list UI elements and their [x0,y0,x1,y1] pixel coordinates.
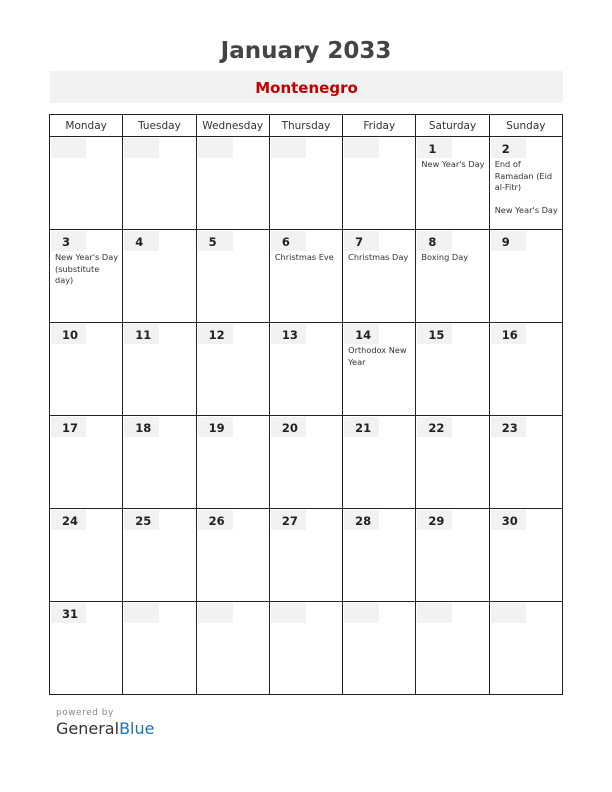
day-cell [416,509,489,602]
day-cell [123,323,196,416]
day-number: 23 [501,421,518,435]
day-number: 8 [428,235,437,249]
day-number-box [198,231,233,251]
day-number-box [51,603,86,623]
day-cell [196,230,269,323]
day-number-box [491,510,526,530]
day-number-box [491,603,526,623]
weekday-header: Thursday [269,115,342,137]
day-number: 9 [501,235,510,249]
weekday-header: Wednesday [196,115,269,137]
day-number-box [417,138,452,158]
day-number-box [491,417,526,437]
weekday-header-row [50,115,563,137]
footer [56,708,154,738]
day-number-box [124,603,159,623]
day-number: 1 [428,142,437,156]
day-cell [196,509,269,602]
day-cell [416,137,489,230]
day-cell [196,602,269,695]
holiday-list [495,159,559,216]
day-number-box [124,138,159,158]
day-cell [416,602,489,695]
brand-logo [56,719,154,738]
day-number-box [198,510,233,530]
day-number: 30 [501,514,518,528]
calendar-body [50,137,563,695]
day-cell [269,230,342,323]
day-number-box [491,324,526,344]
day-number-box [198,324,233,344]
day-number-box [417,417,452,437]
day-cell [489,323,562,416]
day-number-box [198,417,233,437]
day-number: 21 [355,421,372,435]
weekday-header: Friday [343,115,416,137]
page-title: January 2033 [220,38,392,64]
day-number-box [271,231,306,251]
week-row [50,416,563,509]
day-number-box [51,417,86,437]
day-cell [343,230,416,323]
day-cell [416,416,489,509]
day-cell [123,602,196,695]
day-cell [416,323,489,416]
weekday-header: Sunday [489,115,562,137]
day-number-box [198,603,233,623]
day-number-box [51,324,86,344]
day-cell [489,230,562,323]
day-number-box [344,324,379,344]
calendar-grid [49,114,563,695]
day-number-box [417,324,452,344]
day-number-box [344,138,379,158]
day-cell [343,509,416,602]
day-number: 25 [135,514,152,528]
day-cell [123,230,196,323]
day-number-box [344,417,379,437]
powered-by-text: powered by [56,708,114,718]
day-number-box [417,510,452,530]
weekday-header: Monday [50,115,123,137]
day-number-box [124,417,159,437]
day-number-box [271,417,306,437]
day-cell [489,509,562,602]
day-number: 12 [208,328,225,342]
day-number: 15 [428,328,445,342]
day-cell [50,416,123,509]
holiday-name: Boxing Day [421,252,469,262]
day-cell [343,416,416,509]
day-cell [269,323,342,416]
day-number-box [124,510,159,530]
day-number-box [271,510,306,530]
day-cell [196,416,269,509]
day-cell [343,602,416,695]
day-number: 27 [281,514,298,528]
day-number: 24 [62,514,79,528]
holiday-name: New Year's Day [494,204,558,215]
day-number-box [51,510,86,530]
day-number: 10 [62,328,79,342]
day-cell [123,137,196,230]
weekday-header: Tuesday [123,115,196,137]
holiday-name: Orthodox New Year [348,345,407,367]
holiday-list [275,252,339,264]
week-row [50,323,563,416]
day-cell [50,137,123,230]
day-number: 17 [62,421,79,435]
day-cell [343,323,416,416]
day-number: 31 [62,607,79,621]
holiday-name: Christmas Day [348,252,409,262]
weekday-header: Saturday [416,115,489,137]
day-number-box [271,324,306,344]
day-number-box [344,510,379,530]
brand-blue: Blue [119,719,155,738]
day-number-box [491,138,526,158]
day-cell [269,416,342,509]
day-cell [123,509,196,602]
holiday-list [421,159,485,171]
day-number-box [271,138,306,158]
day-cell [269,602,342,695]
day-number: 19 [208,421,225,435]
day-number: 29 [428,514,445,528]
day-cell [196,137,269,230]
brand-general: General [56,719,120,738]
holiday-list [55,252,119,287]
day-cell [489,416,562,509]
day-cell [269,137,342,230]
day-number: 20 [281,421,298,435]
week-row [50,137,563,230]
day-cell [489,602,562,695]
day-number: 13 [281,328,298,342]
day-number-box [344,231,379,251]
holiday-list [348,345,412,368]
day-number: 18 [135,421,152,435]
day-number-box [124,324,159,344]
day-number: 16 [501,328,518,342]
day-number: 22 [428,421,445,435]
day-number: 14 [355,328,372,342]
day-number-box [417,603,452,623]
day-number-box [344,603,379,623]
day-number: 2 [501,142,510,156]
week-row [50,602,563,695]
week-row [50,509,563,602]
day-number: 5 [208,235,217,249]
day-cell [489,137,562,230]
day-cell [50,602,123,695]
day-number: 7 [355,235,364,249]
country-band [50,71,563,103]
holiday-name: End of Ramadan (Eid al-Fitr) [494,159,553,192]
day-number-box [51,231,86,251]
day-cell [269,509,342,602]
holiday-list [421,252,485,264]
day-number: 3 [62,235,71,249]
day-number: 28 [355,514,372,528]
day-number-box [51,138,86,158]
day-cell [416,230,489,323]
day-cell [50,230,123,323]
holiday-name: New Year's Day [421,159,485,169]
day-number-box [124,231,159,251]
holiday-name: New Year's Day (substitute day) [55,252,119,285]
day-number-box [271,603,306,623]
day-cell [123,416,196,509]
day-number: 4 [135,235,144,249]
week-row [50,230,563,323]
day-cell [196,323,269,416]
day-number-box [417,231,452,251]
day-cell [343,137,416,230]
holiday-name: Christmas Eve [274,252,334,262]
day-number: 11 [135,328,152,342]
day-cell [50,509,123,602]
day-number: 26 [208,514,225,528]
day-number: 6 [281,235,290,249]
day-number-box [491,231,526,251]
day-number-box [198,138,233,158]
holiday-list [348,252,412,264]
day-cell [50,323,123,416]
country-name: Montenegro [255,79,358,97]
